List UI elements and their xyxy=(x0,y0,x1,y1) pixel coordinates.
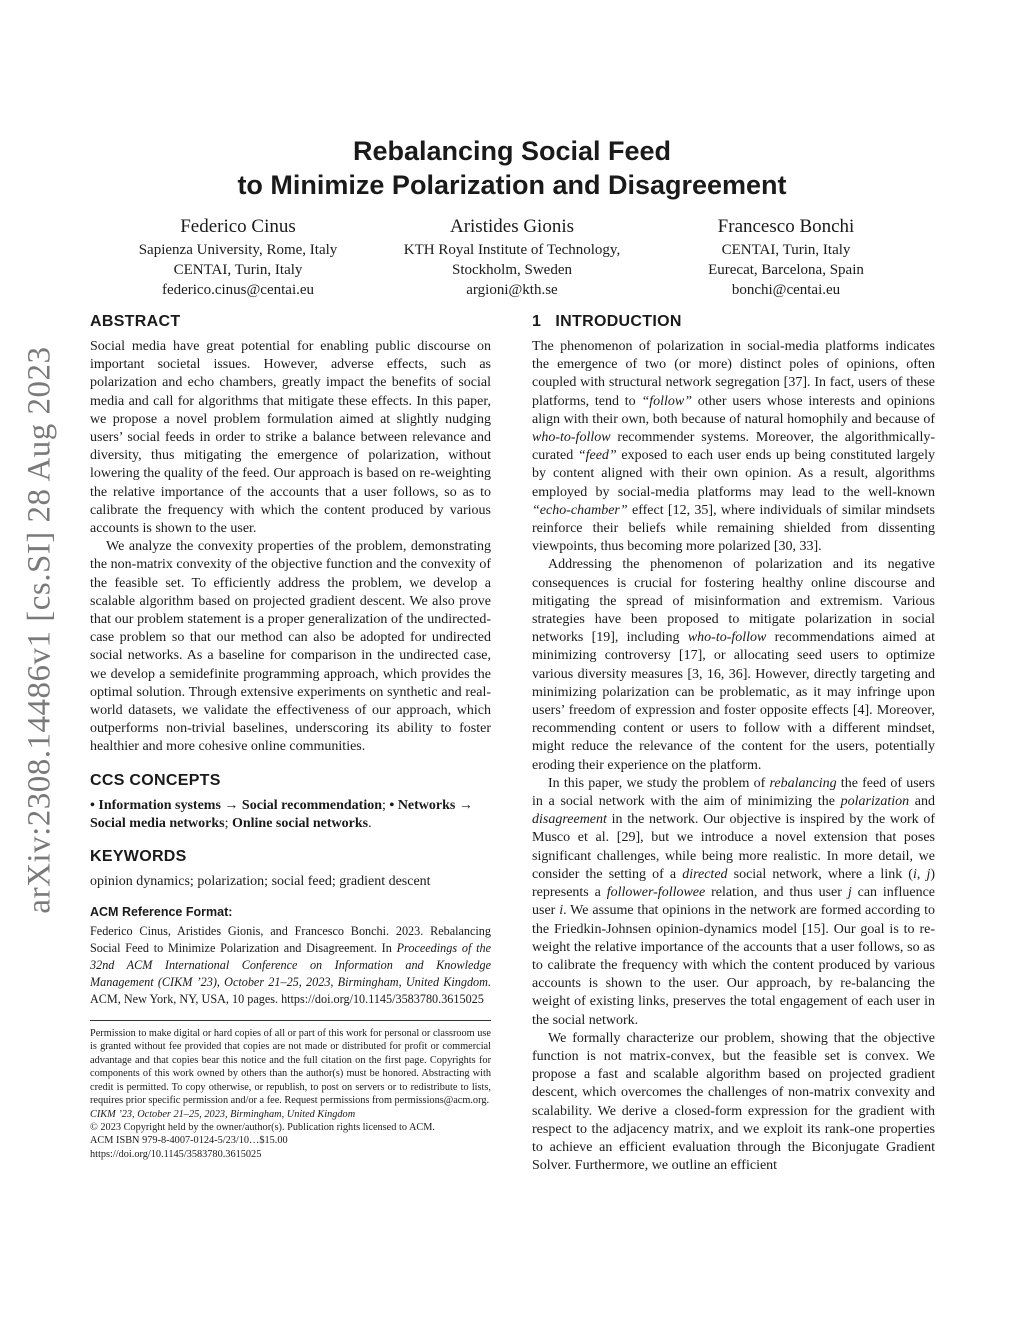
author-block-1 xyxy=(138,215,338,300)
ccs-term: Online social networks xyxy=(231,815,369,831)
introduction-heading: 1 INTRODUCTION xyxy=(532,313,682,330)
ccs-arrow: → xyxy=(455,797,473,813)
reference-venue: Proceedings of the 32nd ACM International Conference on Information and Knowledge Management (CIKM ’23), October 21–25, 2023, Birmingham, United Kingdom. xyxy=(90,941,491,990)
ccs-term: • Networks xyxy=(389,797,456,813)
permission-text: Permission to make digital or hard copies of all or part of this work for personal or classroom use is granted without fee provided that copies are not made or distributed for profit or commercial advantage and that copies bear this notice and the full citation on the first page. Copyrights for components of this work owned by others than the author(s) must be honored. Abstracting with credit is permitted. To copy otherwise, or republish, to post on servers or to redistribute to lists, requires prior specific permission and/or a fee. Request permissions from permissions@acm.org. xyxy=(90,1028,491,1107)
left-column xyxy=(90,312,491,1161)
author-block-2 xyxy=(392,215,632,300)
copyright-line: © 2023 Copyright held by the owner/author(s). Publication rights licensed to ACM. xyxy=(90,1121,436,1133)
author-affiliation: Sapienza University, Rome, Italy xyxy=(138,242,338,258)
ccs-term: • Information systems xyxy=(90,797,221,813)
author-affiliation: CENTAI, Turin, Italy xyxy=(173,262,303,278)
intro-paragraph-1: The phenomenon of polarization in social-media platforms indicates the emergence of two (or more) distinct poles of opinions, often coupled with structural network segregation [37]. In fact, users of these platforms, tend to “follow” other users whose interests and opinions align with their own, both because of natural homophily and because of who-to-follow recommender systems. Moreover, the algorithmically-curated “feed” exposed to each user ends up being constituted largely by content aligned with their own opinion. As a result, algorithms employed by social-media platforms may lead to the well-known “echo-chamber” effect [12, 35], where individuals of similar mindsets reinforce their beliefs while remaining shielded from dissenting viewpoints, thus becoming more polarized [30, 33]. xyxy=(532,339,935,555)
author-block-3 xyxy=(686,215,886,300)
abstract-heading: ABSTRACT xyxy=(90,313,181,330)
doi-line: https://doi.org/10.1145/3583780.3615025 xyxy=(90,1148,262,1160)
ccs-heading: CCS CONCEPTS xyxy=(90,771,221,789)
author-email: argioni@kth.se xyxy=(466,282,558,298)
reference-authors: Federico Cinus, Aristides Gionis, and Francesco Bonchi. 2023. Rebalancing Social Feed to Minimize Polarization and Disagreement. In xyxy=(90,924,491,956)
ccs-concepts xyxy=(90,797,491,833)
author-affiliation: KTH Royal Institute of Technology, xyxy=(403,242,621,258)
title-line-1: Rebalancing Social Feed xyxy=(352,136,672,166)
ccs-separator: ; xyxy=(382,797,390,813)
author-affiliation: Stockholm, Sweden xyxy=(452,262,572,278)
intro-paragraph-3: In this paper, we study the problem of rebalancing the feed of users in a social network with the aim of minimizing the polarization and disagreement in the network. Our objective is inspired by the work of Musco et al. [29], but we introduce a novel extension that poses significant challenges, while being more realistic. In more detail, we consider the setting of a directed social network, where a link (i, j) represents a follower-followee relation, and thus user j can influence user i. We assume that opinions in the network are formed according to the Friedkin-Johnsen opinion-dynamics model [15]. Our goal is to re-weight the relative importance of the accounts that a user follows, so as to calibrate the frequency with which the content produced by various accounts is shown to the user. Our approach, by re-balancing the weight of existing links, preserves the total engagement of each user in the social network. xyxy=(532,775,936,1028)
conference-text: CIKM ’23, October 21–25, 2023, Birmingham, United Kingdom xyxy=(90,1108,356,1120)
abstract-paragraph: We analyze the convexity properties of the problem, demonstrating the non-matrix convexity of the objective function and the convexity of the feasible set. To efficiently address the problem, we develop a scalable algorithm based on projected gradient descent. We also prove that our problem statement is a proper generalization of the undirected-case problem so that our method can also be adopted for undirected social networks. As a baseline for comparison in the undirected case, we develop a semidefinite programming approach, which provides the optimal solution. Through extensive experiments on synthetic and real-world datasets, we validate the effectiveness of our approach, which outperforms non-trivial baselines, underscoring its ability to foster healthier and more cohesive online communities. xyxy=(90,539,491,755)
intro-paragraph-4: We formally characterize our problem, showing that the objective function is not matrix-convex, but the feasible set is convex. We propose a fast and scalable algorithm based on projected gradient descent, which overcomes the challenges of non-matrix convexity and scalability. We derive a closed-form expression for the gradient with respect to the adjacency matrix, and we exploit its rank-one properties to achieve an efficient evaluation through the Biconjugate Gradient Solver. Furthermore, we outline an efficient xyxy=(532,1030,935,1174)
conference-line xyxy=(90,1108,491,1121)
author-affiliation: CENTAI, Turin, Italy xyxy=(721,242,851,258)
keywords-heading: KEYWORDS xyxy=(90,847,187,865)
isbn-line: ACM ISBN 979-8-4007-0124-5/23/10…$15.00 xyxy=(90,1135,288,1147)
intro-paragraph-2: Addressing the phenomenon of polarization and its negative consequences is crucial for fostering healthy online discourse and mitigating the spread of misinformation and extremism. Various strategies have been proposed to mitigate polarization in social networks [19], including who-to-follow recommendations aimed at minimizing controversy [17], or allocating seed users to optimize various diversity measures [3, 16, 36]. However, directly targeting and minimizing polarization can be problematic, as it may infringe upon users’ freedom of expression and foster opposite effects [4]. Moreover, recommending content or users to follow with a different mindset, might reduce the relevance of the content for the users, potentially eroding their experience on the platform. xyxy=(532,557,935,773)
arxiv-identifier: arXiv:2308.14486v1 [cs.SI] 28 Aug 2023 xyxy=(21,346,58,914)
permission-block xyxy=(90,1027,491,1161)
author-affiliation: Eurecat, Barcelona, Spain xyxy=(708,262,864,278)
reference-format-text xyxy=(90,923,491,1008)
reference-format-heading: ACM Reference Format: xyxy=(90,904,233,919)
reference-tail: ACM, New York, NY, USA, 10 pages. https://doi.org/10.1145/3583780.3615025 xyxy=(90,992,484,1007)
ccs-arrow: → xyxy=(220,797,242,813)
footnote-rule xyxy=(90,1020,491,1021)
ccs-section xyxy=(90,771,491,833)
ccs-term: Social recommendation xyxy=(241,797,383,813)
paper-title xyxy=(0,134,1024,202)
author-name: Aristides Gionis xyxy=(449,216,575,237)
title-line-2: to Minimize Polarization and Disagreement xyxy=(237,170,787,200)
right-column xyxy=(532,312,935,1175)
author-email: bonchi@centai.eu xyxy=(731,282,841,298)
author-name: Federico Cinus xyxy=(180,216,296,237)
keywords-section xyxy=(90,847,491,891)
ccs-term: Social media networks xyxy=(90,815,225,831)
author-name: Francesco Bonchi xyxy=(717,216,855,237)
keywords-text: opinion dynamics; polarization; social feed; gradient descent xyxy=(90,873,431,889)
abstract-paragraph: Social media have great potential for enabling public discourse on important societal issues. However, adverse effects, such as polarization and echo chambers, greatly impact the benefits of social media and call for algorithms that mitigate these effects. In this paper, we propose a novel problem formulation aimed at slightly nudging users’ social feeds in order to strike a balance between relevance and diversity, thus mitigating the emergence of polarization, without lowering the quality of the feed. Our approach is based on re-weighting the relative importance of the accounts that a user follows, so as to calibrate the frequency with which the content produced by various accounts is shown to the user. xyxy=(90,339,491,537)
author-email: federico.cinus@centai.eu xyxy=(161,282,315,298)
ccs-end: . xyxy=(368,815,372,831)
ccs-separator: ; xyxy=(224,815,232,831)
